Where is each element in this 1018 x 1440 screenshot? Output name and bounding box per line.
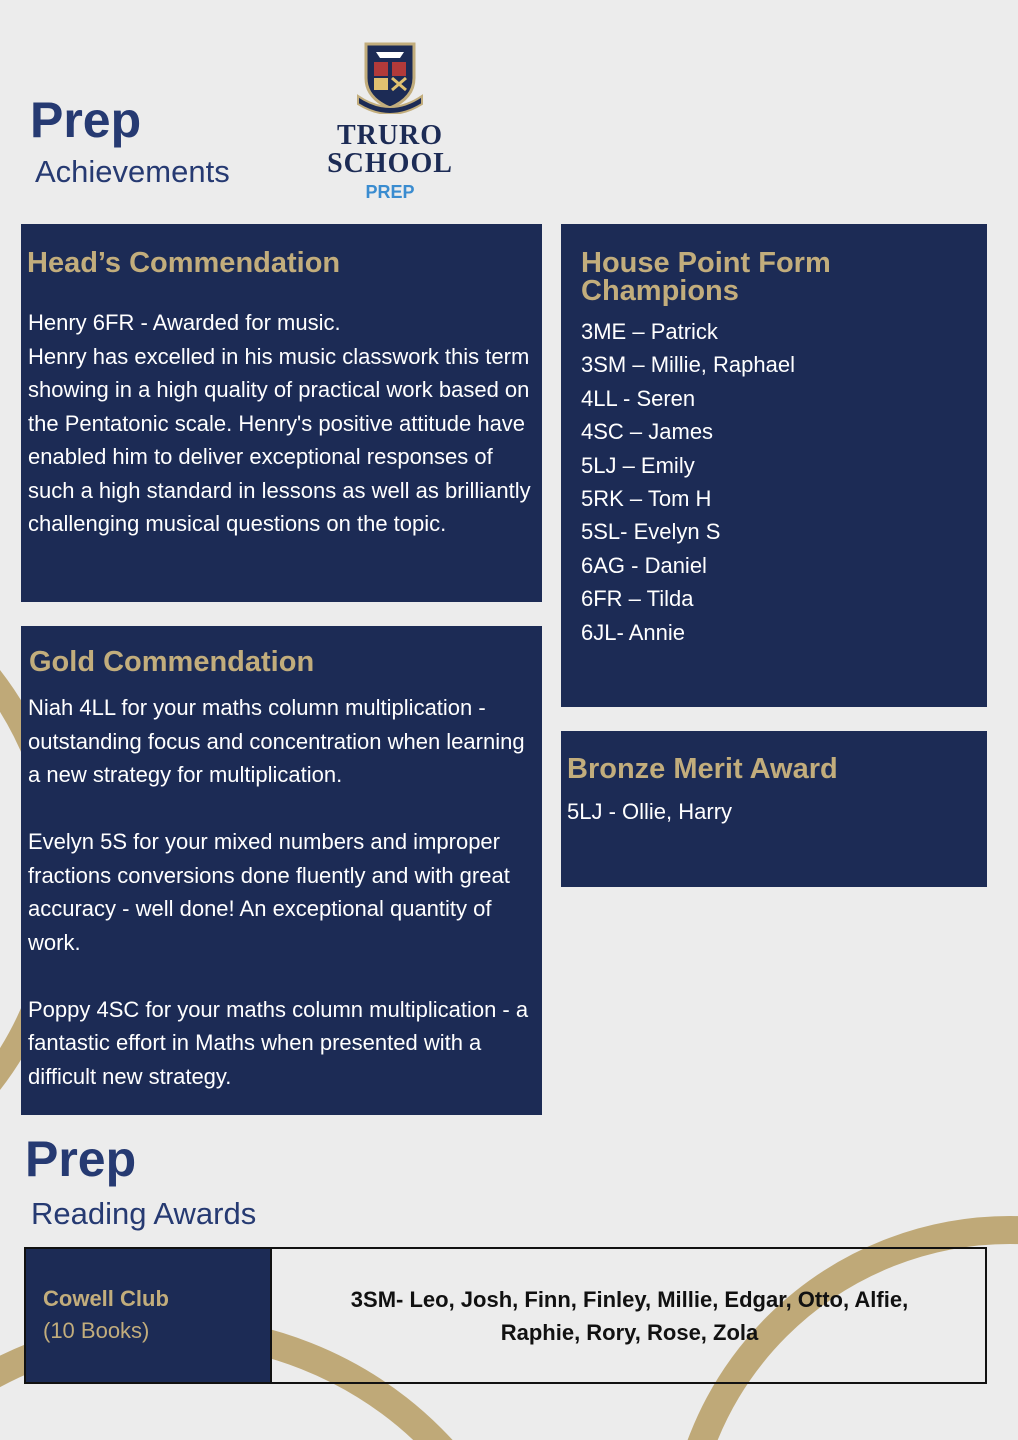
logo-text-school: SCHOOL (327, 148, 453, 179)
list-item: 6JL- Annie (581, 619, 685, 645)
reading-club-cell (26, 1249, 272, 1382)
reading-awards-table (24, 1247, 987, 1384)
club-name: Cowell Club (43, 1286, 169, 1311)
gold-commendation-paragraph: Evelyn 5S for your mixed numbers and improper fractions conversions done fluently and with great accuracy - well done! An exceptional quantity of work. (28, 829, 510, 955)
bronze-merit-text: 5LJ - Ollie, Harry (567, 799, 733, 824)
heads-commendation-line: Henry has excelled in his music classwork this term showing in a high quality of practical work based on the Pentatonic scale. Henry's positive attitude have enabled him to deliver exceptional responses of such a high standard in lessons as well as brilliantly challenging musical questions on the topic. (28, 343, 531, 536)
gold-commendation-body (28, 691, 538, 1093)
page-title: Prep (30, 92, 142, 148)
heads-commendation-line: Henry 6FR - Awarded for music. (28, 310, 341, 335)
reading-names-cell (272, 1249, 987, 1382)
gold-commendation-paragraph: Poppy 4SC for your maths column multiplication - a fantastic effort in Maths when presented with a difficult new strategy. (28, 996, 529, 1089)
list-item: 6FR – Tilda (581, 586, 694, 612)
heads-commendation-panel (21, 224, 542, 602)
house-points-list (581, 315, 795, 649)
list-item: 5LJ – Emily (581, 452, 695, 478)
gold-commendation-panel (21, 626, 542, 1115)
reading-subtitle: Reading Awards (31, 1196, 257, 1231)
club-count: (10 Books) (43, 1318, 150, 1343)
list-item: 3SM – Millie, Raphael (581, 352, 795, 378)
logo-text-truro: TRURO (336, 120, 444, 151)
reading-title: Prep (25, 1131, 137, 1187)
bronze-merit-title: Bronze Merit Award (567, 753, 838, 785)
gold-commendation-title: Gold Commendation (29, 646, 315, 678)
logo-text-prep: PREP (365, 182, 415, 202)
bronze-merit-panel (561, 731, 987, 887)
list-item: 6AG - Daniel (581, 552, 707, 578)
heads-commendation-body (28, 306, 538, 541)
school-crest-icon (352, 38, 428, 114)
gold-commendation-paragraph: Niah 4LL for your maths column multiplication - outstanding focus and concentration when learning a new strategy for multiplication. (28, 695, 525, 787)
list-item: 4SC – James (581, 419, 714, 445)
heads-commendation-title: Head’s Commendation (27, 247, 341, 279)
house-points-title: House Point Form Champions (581, 247, 831, 307)
page-subtitle: Achievements (35, 154, 230, 189)
list-item: 4LL - Seren (581, 385, 696, 411)
house-points-panel (561, 224, 987, 707)
list-item: 3ME – Patrick (581, 319, 718, 344)
reading-names-line: 3SM- Leo, Josh, Finn, Finley, Millie, Edgar, Otto, Alfie, (350, 1286, 909, 1312)
list-item: 5RK – Tom H (581, 486, 712, 512)
list-item: 5SL- Evelyn S (581, 519, 721, 545)
reading-names-line: Raphie, Rory, Rose, Zola (500, 1319, 759, 1345)
school-logo (318, 38, 462, 208)
